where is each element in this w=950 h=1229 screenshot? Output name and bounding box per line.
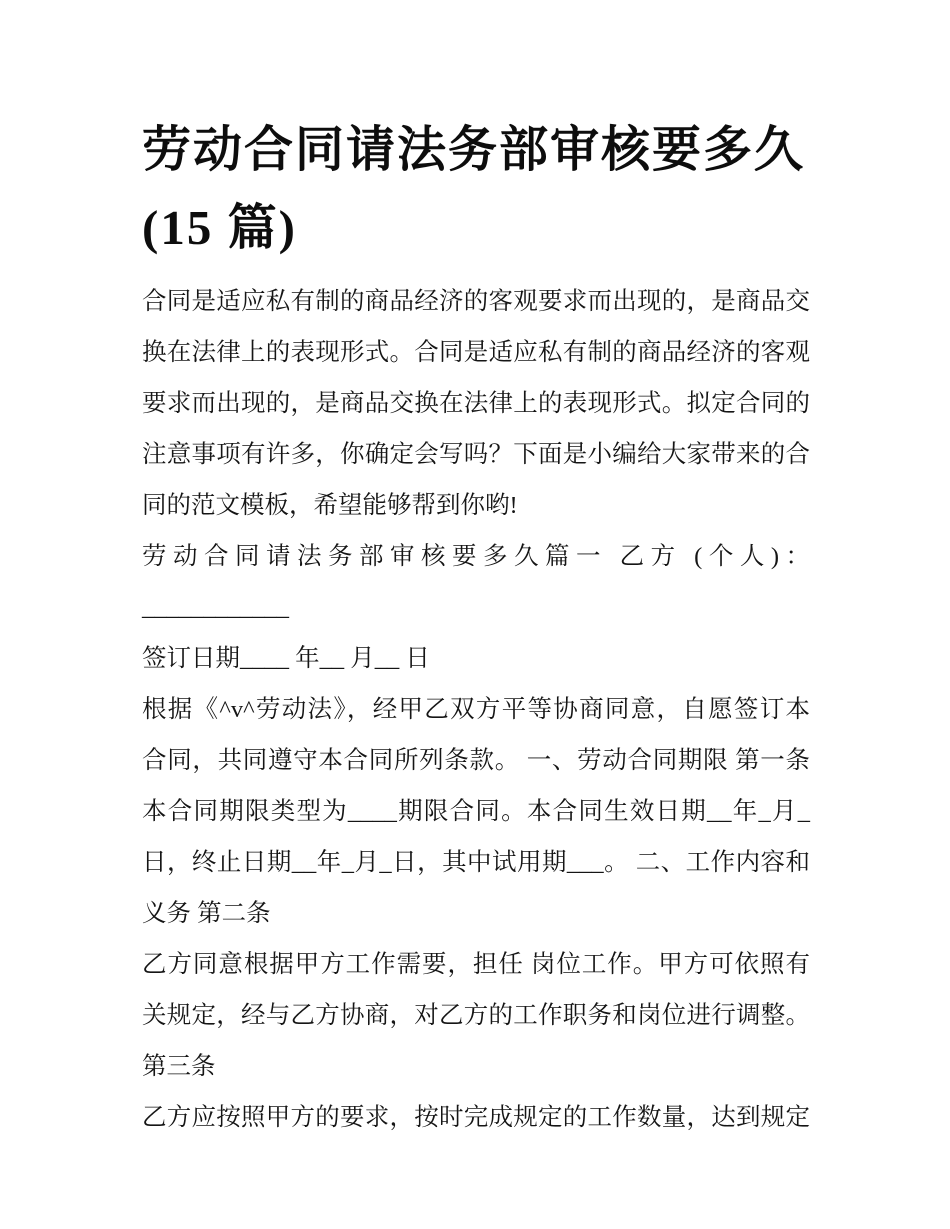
document-line: 第三条 <box>142 1053 216 1080</box>
document-line: 乙方应按照甲方的要求，按时完成规定的工作数量，达到规定 <box>142 1104 810 1131</box>
document-line: 日，终止日期__年_月_日，其中试用期___。 二、工作内容和 <box>142 849 810 876</box>
document-line: 换在法律上的表现形式。合同是适应私有制的商品经济的客观 <box>142 339 810 366</box>
document-line: 关规定，经与乙方协商，对乙方的工作职务和岗位进行调整。 <box>142 1002 810 1029</box>
document-line: 根据《^v^劳动法》，经甲乙双方平等协商同意，自愿签订本 <box>142 696 810 723</box>
document-line: 乙方同意根据甲方工作需要，担任 岗位工作。甲方可依照有 <box>142 951 810 978</box>
document-content <box>142 111 817 1143</box>
document-title-line2: (15 篇) <box>142 200 297 255</box>
document-line: 要求而出现的，是商品交换在法律上的表现形式。拟定合同的 <box>142 390 810 417</box>
document-line: 同的范文模板，希望能够帮到你哟! <box>142 492 518 519</box>
document-line: 合同，共同遵守本合同所列条款。 一、劳动合同期限 第一条 <box>142 747 810 774</box>
document-line: 签订日期____ 年__ 月__ 日 <box>142 645 430 672</box>
document-line: 义务 第二条 <box>142 900 271 927</box>
document-line: 本合同期限类型为____期限合同。本合同生效日期__年_月_ <box>142 798 810 825</box>
document-line: 合同是适应私有制的商品经济的客观要求而出现的，是商品交 <box>142 288 810 315</box>
document-title <box>142 111 810 267</box>
document-title-line1: 劳动合同请法务部审核要多久 <box>142 122 806 177</box>
document-line: 劳动合同请法务部审核要多久篇一 乙方 (个人)： ____________ <box>142 543 817 621</box>
document-line: 注意事项有许多，你确定会写吗？下面是小编给大家带来的合 <box>142 441 810 468</box>
document-body <box>142 276 817 1143</box>
